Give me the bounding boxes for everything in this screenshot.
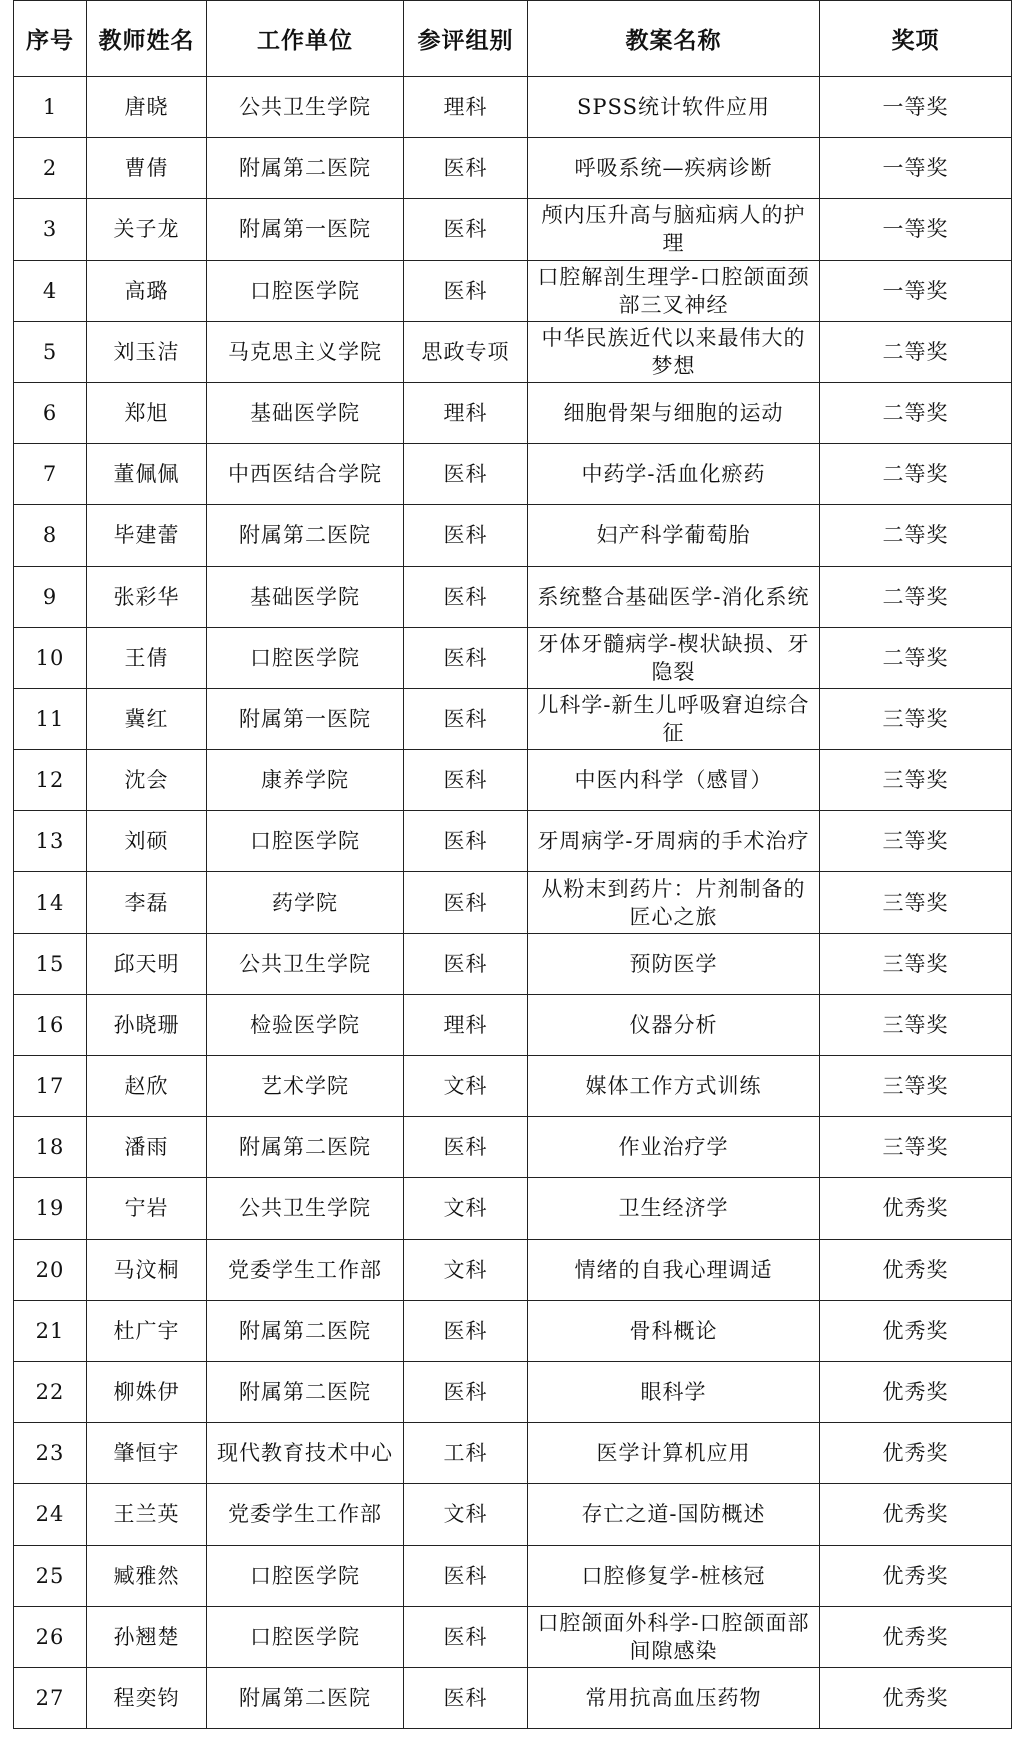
award-table <box>13 0 1012 1729</box>
cell-group: 医科 <box>404 444 528 505</box>
table-row <box>14 382 1012 443</box>
cell-no: 23 <box>14 1423 87 1484</box>
cell-plan: 常用抗高血压药物 <box>528 1667 820 1728</box>
cell-group: 理科 <box>404 77 528 138</box>
cell-plan: 中医内科学（感冒） <box>528 750 820 811</box>
cell-award: 一等奖 <box>820 77 1012 138</box>
cell-award: 二等奖 <box>820 505 1012 566</box>
cell-no: 11 <box>14 688 87 749</box>
cell-unit: 附属第一医院 <box>207 199 404 260</box>
cell-unit: 药学院 <box>207 872 404 933</box>
cell-plan: 从粉末到药片：片剂制备的匠心之旅 <box>528 872 820 933</box>
cell-award: 优秀奖 <box>820 1545 1012 1606</box>
cell-award: 三等奖 <box>820 933 1012 994</box>
cell-plan: 妇产科学葡萄胎 <box>528 505 820 566</box>
cell-award: 优秀奖 <box>820 1178 1012 1239</box>
table-row <box>14 1606 1012 1667</box>
cell-plan: 中药学-活血化瘀药 <box>528 444 820 505</box>
cell-plan: 情绪的自我心理调适 <box>528 1239 820 1300</box>
header-no: 序号 <box>14 1 87 77</box>
table-row <box>14 1117 1012 1178</box>
cell-group: 理科 <box>404 382 528 443</box>
header-group: 参评组别 <box>404 1 528 77</box>
cell-group: 医科 <box>404 1117 528 1178</box>
cell-no: 20 <box>14 1239 87 1300</box>
cell-plan: 系统整合基础医学-消化系统 <box>528 566 820 627</box>
cell-unit: 附属第二医院 <box>207 1117 404 1178</box>
cell-teacher: 李磊 <box>87 872 207 933</box>
table-row <box>14 1300 1012 1361</box>
table-row <box>14 1178 1012 1239</box>
cell-award: 一等奖 <box>820 199 1012 260</box>
cell-teacher: 董佩佩 <box>87 444 207 505</box>
cell-plan: 牙周病学-牙周病的手术治疗 <box>528 811 820 872</box>
cell-unit: 艺术学院 <box>207 1056 404 1117</box>
cell-unit: 附属第二医院 <box>207 138 404 199</box>
table-row <box>14 77 1012 138</box>
cell-award: 三等奖 <box>820 1056 1012 1117</box>
cell-award: 三等奖 <box>820 1117 1012 1178</box>
cell-group: 医科 <box>404 1606 528 1667</box>
cell-teacher: 杜广宇 <box>87 1300 207 1361</box>
cell-no: 19 <box>14 1178 87 1239</box>
cell-teacher: 马汶桐 <box>87 1239 207 1300</box>
cell-group: 医科 <box>404 138 528 199</box>
cell-unit: 检验医学院 <box>207 994 404 1055</box>
cell-unit: 附属第一医院 <box>207 688 404 749</box>
cell-teacher: 郑旭 <box>87 382 207 443</box>
cell-unit: 康养学院 <box>207 750 404 811</box>
cell-group: 医科 <box>404 566 528 627</box>
cell-unit: 附属第二医院 <box>207 505 404 566</box>
table-body <box>14 77 1012 1729</box>
cell-group: 医科 <box>404 872 528 933</box>
cell-award: 优秀奖 <box>820 1667 1012 1728</box>
cell-group: 文科 <box>404 1484 528 1545</box>
cell-plan: 呼吸系统—疾病诊断 <box>528 138 820 199</box>
cell-group: 医科 <box>404 627 528 688</box>
cell-teacher: 程奕钧 <box>87 1667 207 1728</box>
cell-no: 6 <box>14 382 87 443</box>
cell-teacher: 曹倩 <box>87 138 207 199</box>
cell-plan: 作业治疗学 <box>528 1117 820 1178</box>
cell-group: 医科 <box>404 1545 528 1606</box>
cell-group: 医科 <box>404 505 528 566</box>
cell-unit: 党委学生工作部 <box>207 1239 404 1300</box>
table-header <box>14 1 1012 77</box>
cell-no: 9 <box>14 566 87 627</box>
cell-plan: SPSS统计软件应用 <box>528 77 820 138</box>
cell-award: 二等奖 <box>820 627 1012 688</box>
cell-award: 优秀奖 <box>820 1484 1012 1545</box>
cell-unit: 基础医学院 <box>207 382 404 443</box>
cell-plan: 口腔解剖生理学-口腔颌面颈部三叉神经 <box>528 260 820 321</box>
cell-group: 理科 <box>404 994 528 1055</box>
table-row <box>14 933 1012 994</box>
cell-award: 二等奖 <box>820 444 1012 505</box>
cell-no: 16 <box>14 994 87 1055</box>
cell-unit: 口腔医学院 <box>207 1545 404 1606</box>
cell-teacher: 关子龙 <box>87 199 207 260</box>
cell-award: 三等奖 <box>820 811 1012 872</box>
cell-no: 17 <box>14 1056 87 1117</box>
table-row <box>14 505 1012 566</box>
cell-teacher: 冀红 <box>87 688 207 749</box>
cell-no: 14 <box>14 872 87 933</box>
table-row <box>14 138 1012 199</box>
cell-award: 一等奖 <box>820 260 1012 321</box>
cell-unit: 中西医结合学院 <box>207 444 404 505</box>
cell-unit: 公共卫生学院 <box>207 933 404 994</box>
table-row <box>14 199 1012 260</box>
cell-no: 10 <box>14 627 87 688</box>
table-row <box>14 811 1012 872</box>
cell-no: 27 <box>14 1667 87 1728</box>
table-row <box>14 688 1012 749</box>
cell-no: 8 <box>14 505 87 566</box>
cell-group: 医科 <box>404 199 528 260</box>
cell-plan: 口腔修复学-桩核冠 <box>528 1545 820 1606</box>
cell-teacher: 孙翘楚 <box>87 1606 207 1667</box>
cell-unit: 公共卫生学院 <box>207 77 404 138</box>
cell-teacher: 赵欣 <box>87 1056 207 1117</box>
table-row <box>14 260 1012 321</box>
cell-award: 优秀奖 <box>820 1423 1012 1484</box>
cell-award: 优秀奖 <box>820 1239 1012 1300</box>
cell-plan: 医学计算机应用 <box>528 1423 820 1484</box>
cell-group: 医科 <box>404 1361 528 1422</box>
cell-group: 工科 <box>404 1423 528 1484</box>
cell-no: 25 <box>14 1545 87 1606</box>
table-row <box>14 1667 1012 1728</box>
header-row <box>14 1 1012 77</box>
cell-plan: 细胞骨架与细胞的运动 <box>528 382 820 443</box>
cell-no: 4 <box>14 260 87 321</box>
cell-plan: 媒体工作方式训练 <box>528 1056 820 1117</box>
cell-teacher: 宁岩 <box>87 1178 207 1239</box>
header-award: 奖项 <box>820 1 1012 77</box>
cell-teacher: 邱天明 <box>87 933 207 994</box>
cell-no: 13 <box>14 811 87 872</box>
cell-award: 三等奖 <box>820 872 1012 933</box>
cell-unit: 马克思主义学院 <box>207 321 404 382</box>
table-row <box>14 994 1012 1055</box>
cell-no: 1 <box>14 77 87 138</box>
table-row <box>14 566 1012 627</box>
table-row <box>14 1545 1012 1606</box>
cell-no: 2 <box>14 138 87 199</box>
cell-plan: 颅内压升高与脑疝病人的护理 <box>528 199 820 260</box>
table-row <box>14 321 1012 382</box>
cell-teacher: 刘硕 <box>87 811 207 872</box>
cell-plan: 预防医学 <box>528 933 820 994</box>
cell-group: 思政专项 <box>404 321 528 382</box>
cell-no: 5 <box>14 321 87 382</box>
table-row <box>14 1056 1012 1117</box>
cell-plan: 中华民族近代以来最伟大的梦想 <box>528 321 820 382</box>
cell-unit: 党委学生工作部 <box>207 1484 404 1545</box>
cell-teacher: 高璐 <box>87 260 207 321</box>
cell-group: 医科 <box>404 688 528 749</box>
cell-teacher: 唐晓 <box>87 77 207 138</box>
table-row <box>14 627 1012 688</box>
cell-teacher: 王倩 <box>87 627 207 688</box>
cell-unit: 口腔医学院 <box>207 1606 404 1667</box>
cell-unit: 附属第二医院 <box>207 1361 404 1422</box>
cell-group: 医科 <box>404 260 528 321</box>
cell-no: 26 <box>14 1606 87 1667</box>
cell-unit: 附属第二医院 <box>207 1667 404 1728</box>
cell-teacher: 刘玉洁 <box>87 321 207 382</box>
cell-unit: 口腔医学院 <box>207 811 404 872</box>
cell-group: 文科 <box>404 1239 528 1300</box>
table-row <box>14 1423 1012 1484</box>
cell-no: 3 <box>14 199 87 260</box>
cell-no: 18 <box>14 1117 87 1178</box>
cell-unit: 口腔医学院 <box>207 627 404 688</box>
cell-award: 三等奖 <box>820 688 1012 749</box>
cell-award: 一等奖 <box>820 138 1012 199</box>
cell-teacher: 肇恒宇 <box>87 1423 207 1484</box>
cell-plan: 眼科学 <box>528 1361 820 1422</box>
cell-group: 医科 <box>404 811 528 872</box>
cell-teacher: 毕建蕾 <box>87 505 207 566</box>
cell-award: 三等奖 <box>820 994 1012 1055</box>
cell-award: 二等奖 <box>820 566 1012 627</box>
cell-plan: 骨科概论 <box>528 1300 820 1361</box>
table-row <box>14 1239 1012 1300</box>
cell-award: 二等奖 <box>820 382 1012 443</box>
cell-plan: 牙体牙髓病学-楔状缺损、牙隐裂 <box>528 627 820 688</box>
cell-unit: 现代教育技术中心 <box>207 1423 404 1484</box>
cell-group: 医科 <box>404 750 528 811</box>
cell-no: 12 <box>14 750 87 811</box>
cell-no: 24 <box>14 1484 87 1545</box>
table-row <box>14 1361 1012 1422</box>
cell-group: 医科 <box>404 933 528 994</box>
header-plan: 教案名称 <box>528 1 820 77</box>
cell-plan: 存亡之道-国防概述 <box>528 1484 820 1545</box>
table-row <box>14 872 1012 933</box>
cell-teacher: 潘雨 <box>87 1117 207 1178</box>
cell-unit: 口腔医学院 <box>207 260 404 321</box>
cell-group: 医科 <box>404 1667 528 1728</box>
cell-award: 优秀奖 <box>820 1361 1012 1422</box>
table-row <box>14 1484 1012 1545</box>
cell-plan: 儿科学-新生儿呼吸窘迫综合征 <box>528 688 820 749</box>
cell-award: 优秀奖 <box>820 1300 1012 1361</box>
cell-award: 优秀奖 <box>820 1606 1012 1667</box>
cell-award: 三等奖 <box>820 750 1012 811</box>
cell-group: 文科 <box>404 1056 528 1117</box>
cell-teacher: 沈会 <box>87 750 207 811</box>
table-row <box>14 750 1012 811</box>
cell-teacher: 柳姝伊 <box>87 1361 207 1422</box>
header-teacher: 教师姓名 <box>87 1 207 77</box>
cell-teacher: 孙晓珊 <box>87 994 207 1055</box>
cell-no: 7 <box>14 444 87 505</box>
cell-no: 15 <box>14 933 87 994</box>
cell-plan: 仪器分析 <box>528 994 820 1055</box>
header-unit: 工作单位 <box>207 1 404 77</box>
cell-plan: 卫生经济学 <box>528 1178 820 1239</box>
cell-no: 21 <box>14 1300 87 1361</box>
cell-unit: 附属第二医院 <box>207 1300 404 1361</box>
cell-unit: 基础医学院 <box>207 566 404 627</box>
cell-plan: 口腔颌面外科学-口腔颌面部间隙感染 <box>528 1606 820 1667</box>
cell-award: 二等奖 <box>820 321 1012 382</box>
cell-no: 22 <box>14 1361 87 1422</box>
cell-unit: 公共卫生学院 <box>207 1178 404 1239</box>
cell-group: 医科 <box>404 1300 528 1361</box>
cell-teacher: 张彩华 <box>87 566 207 627</box>
cell-group: 文科 <box>404 1178 528 1239</box>
cell-teacher: 臧雅然 <box>87 1545 207 1606</box>
cell-teacher: 王兰英 <box>87 1484 207 1545</box>
table-row <box>14 444 1012 505</box>
award-table-sheet <box>13 0 1011 1729</box>
